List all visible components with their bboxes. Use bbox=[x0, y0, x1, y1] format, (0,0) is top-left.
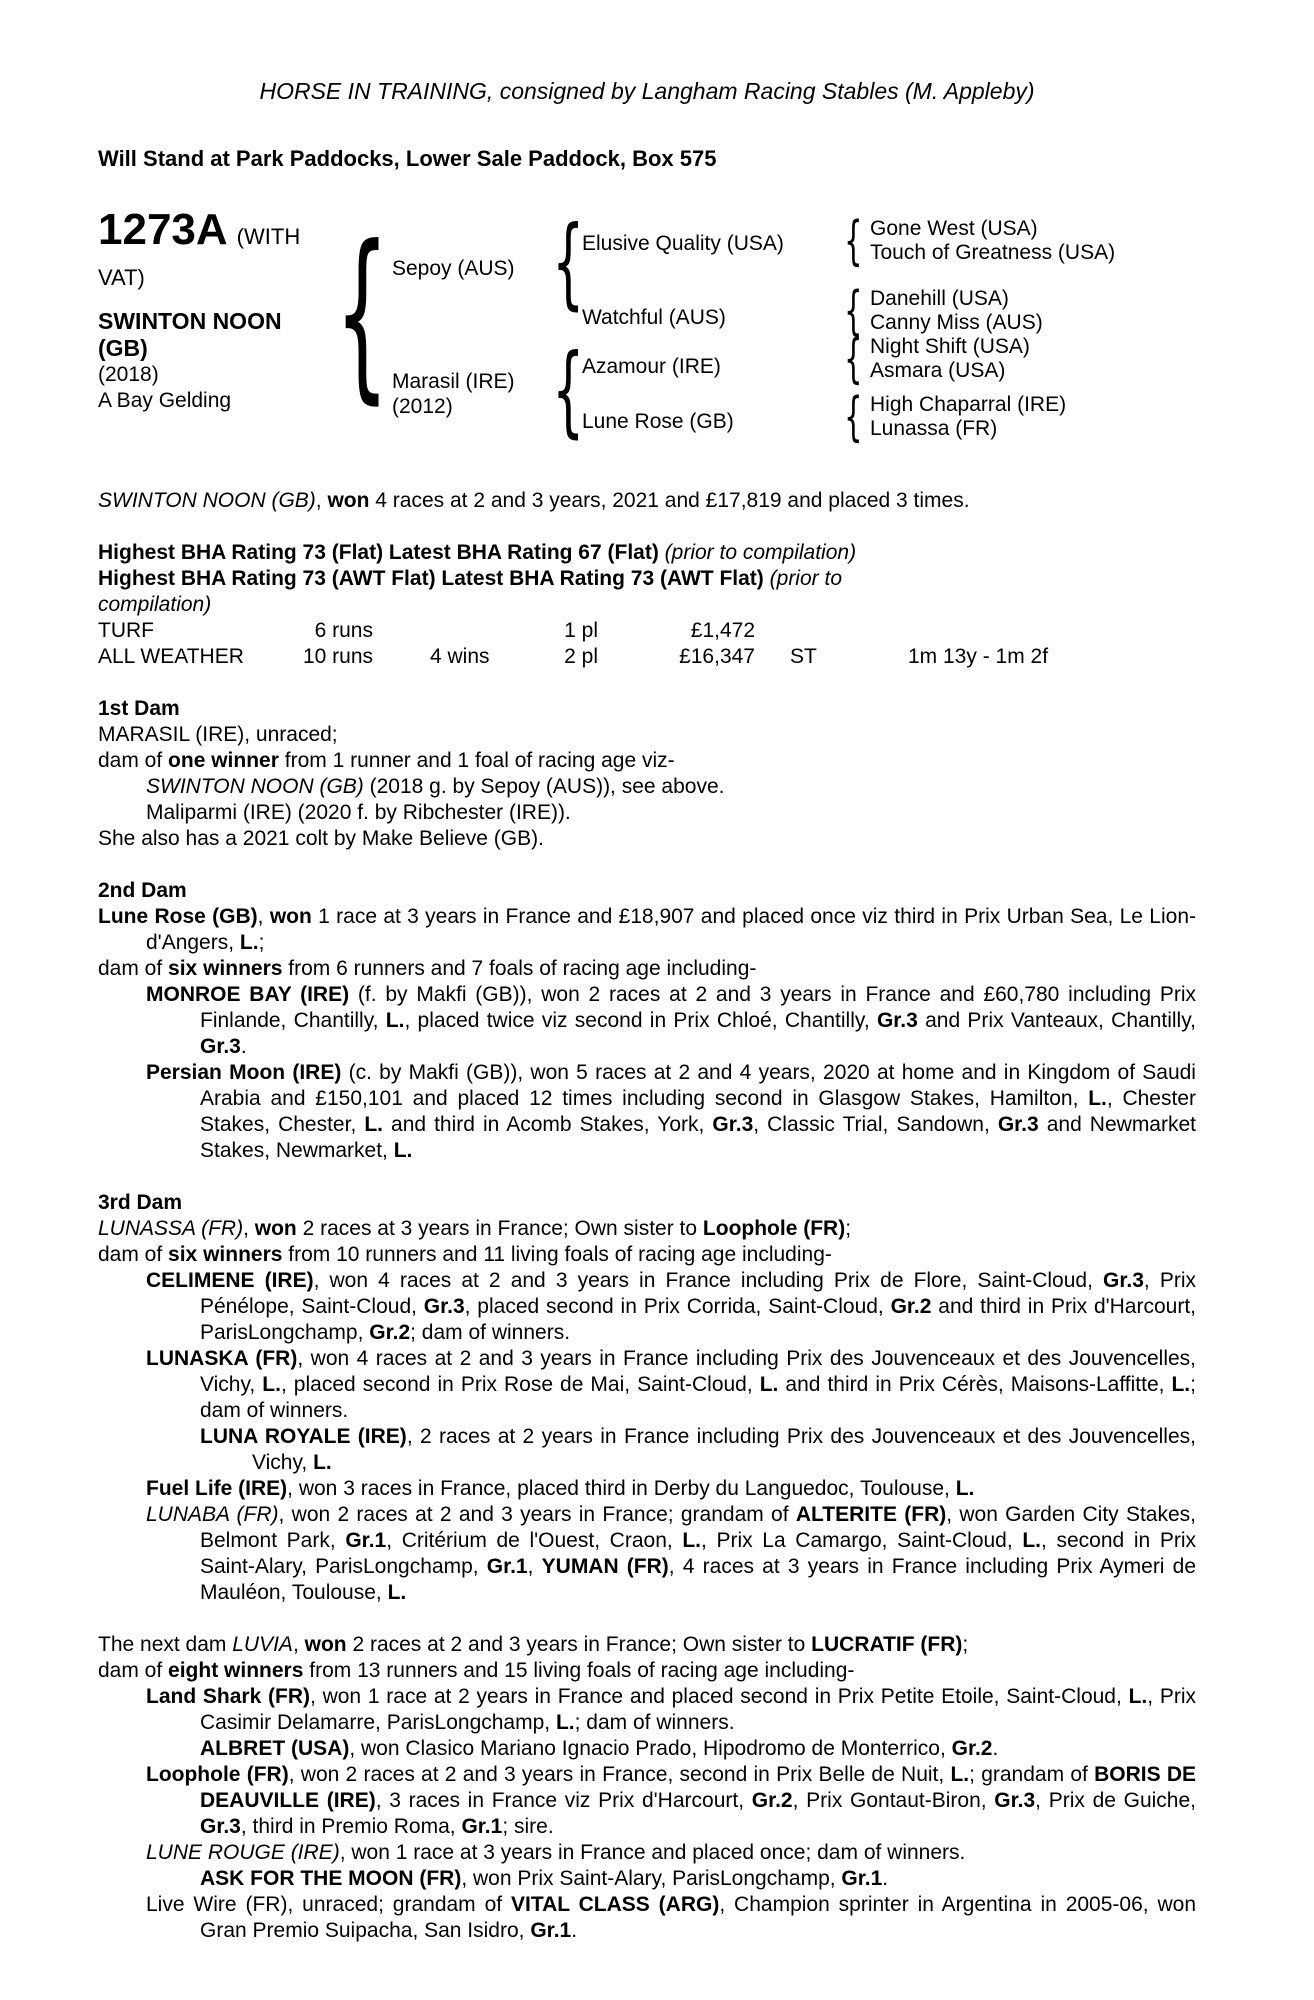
catalog-paragraph bbox=[98, 1658, 1196, 1684]
text-run: L. bbox=[1088, 1087, 1107, 1110]
catalog-paragraph bbox=[98, 748, 1196, 774]
dam-block bbox=[392, 369, 515, 419]
text-run: L. bbox=[313, 1451, 332, 1474]
text-run: LUNE ROUGE (IRE) bbox=[146, 1841, 340, 1864]
text-run: Gr.3 bbox=[997, 1113, 1039, 1136]
text-run: L. bbox=[682, 1529, 702, 1552]
dam-year: (2012) bbox=[392, 395, 453, 418]
next-dam-section bbox=[98, 1632, 1196, 1944]
text-run: from 1 runner and 1 foal of racing age viz- bbox=[278, 749, 675, 772]
text-run: Gr.3 bbox=[200, 1815, 241, 1838]
text-run: Gr.2 bbox=[890, 1295, 932, 1318]
text-run: compilation) bbox=[98, 593, 212, 616]
horse-name-suffix: (GB) bbox=[98, 335, 148, 361]
text-run: ; grandam of bbox=[969, 1763, 1095, 1786]
horse-name: SWINTON NOON bbox=[98, 308, 282, 334]
great-grandparents-pair bbox=[870, 287, 1043, 335]
text-run: six winners bbox=[168, 1243, 283, 1266]
text-run: 2 races at 2 and 3 years in France; Own sister to bbox=[346, 1633, 812, 1656]
text-run: Gr.3 bbox=[712, 1113, 754, 1136]
surface-cell: ALL WEATHER bbox=[98, 645, 244, 668]
text-run: from 6 runners and 7 foals of racing age including- bbox=[282, 957, 757, 980]
dam-name: Marasil (IRE) bbox=[392, 370, 515, 393]
text-run: , Prix La Camargo, Saint-Cloud, bbox=[701, 1529, 1023, 1552]
text-run: Loophole (FR) bbox=[146, 1763, 289, 1786]
text-run: one winner bbox=[168, 749, 279, 772]
pedigree-brace-icon: { bbox=[843, 386, 863, 448]
runs-cell: 10 runs bbox=[302, 645, 373, 668]
text-run: (2018 g. by Sepoy (AUS)), see above. bbox=[363, 775, 725, 798]
text-run: Gr.1 bbox=[461, 1815, 503, 1838]
consignor-title: HORSE IN TRAINING, consigned by Langham Racing Stables (M. Appleby) bbox=[259, 78, 1035, 104]
text-run: , won 2 races at 2 and 3 years in France, second in Prix Belle de Nuit, bbox=[288, 1763, 951, 1786]
text-run: Highest BHA Rating 73 (AWT Flat) Latest BHA Rating 73 (AWT Flat) bbox=[98, 567, 764, 590]
grandsire-name: Elusive Quality (USA) bbox=[582, 232, 784, 255]
great-grandparents-pair bbox=[870, 217, 1115, 265]
text-run: , placed twice viz second in Prix Chloé, Chantilly, bbox=[404, 1009, 877, 1032]
text-run: Fuel Life (IRE) bbox=[146, 1477, 288, 1500]
foaling-year: (2018) bbox=[98, 363, 159, 386]
catalog-paragraph bbox=[98, 1632, 1196, 1658]
text-run: LUVIA bbox=[232, 1633, 293, 1656]
text-run: . bbox=[571, 1919, 578, 1942]
text-run: Gr.2 bbox=[751, 1789, 793, 1812]
text-run: MARASIL (IRE), unraced; bbox=[98, 723, 338, 746]
text-run: , Classic Trial, Sandown, bbox=[753, 1113, 998, 1136]
text-run: VITAL CLASS (ARG) bbox=[510, 1893, 720, 1916]
text-run: ; dam of winners. bbox=[200, 1373, 1196, 1422]
text-run: ; sire. bbox=[502, 1815, 554, 1838]
ancestor-name: Asmara (USA) bbox=[870, 359, 1006, 382]
text-run: , bbox=[292, 1633, 305, 1656]
distance-cell: 1m 13y - 1m 2f bbox=[908, 645, 1049, 668]
surface-cell: TURF bbox=[98, 619, 154, 642]
catalog-paragraph bbox=[98, 1762, 1196, 1840]
text-run: Persian Moon (IRE) bbox=[146, 1061, 342, 1084]
dam-section-1 bbox=[98, 696, 1196, 852]
text-run: and third in Prix Cérès, Maisons-Laffitte, bbox=[778, 1373, 1172, 1396]
text-run: L. bbox=[262, 1373, 281, 1396]
text-run: , second in Prix Saint-Alary, ParisLongchamp, bbox=[200, 1529, 1196, 1578]
catalog-paragraph bbox=[98, 956, 1196, 982]
pedigree-brace-icon: { bbox=[551, 204, 585, 321]
text-run: (prior to bbox=[769, 567, 842, 590]
text-run: , Prix Pénélope, Saint-Cloud, bbox=[200, 1269, 1196, 1318]
text-run: ; bbox=[962, 1633, 969, 1656]
text-run: , placed second in Prix Rose de Mai, Saint-Cloud, bbox=[280, 1373, 760, 1396]
text-run: , third in Premio Roma, bbox=[240, 1815, 462, 1838]
catalog-paragraph bbox=[98, 1476, 1196, 1502]
vat-note-line1: (WITH bbox=[236, 224, 301, 249]
text-run: , won 4 races at 2 and 3 years in France including Prix de Flore, Saint-Cloud, bbox=[313, 1269, 1104, 1292]
text-run: , 3 races in France viz Prix d'Harcourt, bbox=[375, 1789, 752, 1812]
catalog-paragraph bbox=[98, 1216, 1196, 1242]
lot-block bbox=[98, 206, 300, 414]
text-run: LUNASKA (FR) bbox=[146, 1347, 298, 1370]
placed-cell: 1 pl bbox=[564, 619, 598, 642]
text-run: L. bbox=[385, 1009, 405, 1032]
catalog-paragraph bbox=[98, 1736, 1196, 1762]
wins-cell: 4 wins bbox=[430, 645, 490, 668]
text-run: dam of bbox=[98, 1659, 169, 1682]
text-run: LUNABA (FR) bbox=[146, 1503, 279, 1526]
catalog-paragraph bbox=[98, 1346, 1196, 1424]
text-run: ALTERITE (FR) bbox=[795, 1503, 947, 1526]
ancestor-name: High Chaparral (IRE) bbox=[870, 393, 1067, 416]
wins-cell bbox=[373, 618, 503, 644]
text-run: Maliparmi (IRE) (2020 f. by Ribchester (IRE)). bbox=[146, 801, 571, 824]
text-run: . bbox=[240, 1035, 247, 1058]
pedigree-brace-icon: { bbox=[334, 207, 390, 421]
dam-section-3 bbox=[98, 1190, 1196, 1606]
text-run: won bbox=[304, 1633, 347, 1656]
text-run: SWINTON NOON (GB) bbox=[98, 489, 316, 512]
pedigree-brace-icon: { bbox=[843, 280, 863, 342]
catalog-paragraph bbox=[98, 982, 1196, 1060]
vat-note-line2: VAT) bbox=[98, 265, 145, 290]
text-run: won bbox=[269, 905, 312, 928]
catalog-paragraph bbox=[98, 1502, 1196, 1606]
bha-rating-line bbox=[98, 566, 1196, 592]
text-run: Gr.2 bbox=[951, 1737, 993, 1760]
text-run: Gr.3 bbox=[423, 1295, 465, 1318]
table-row bbox=[98, 644, 1196, 670]
granddam-name: Lune Rose (GB) bbox=[582, 410, 734, 433]
catalog-paragraph bbox=[98, 904, 1196, 956]
text-run: 4 races at 2 and 3 years, 2021 and £17,819 and placed 3 times. bbox=[369, 489, 970, 512]
distance-cell bbox=[890, 618, 1196, 644]
text-run: won bbox=[254, 1217, 297, 1240]
runs-cell: 6 runs bbox=[314, 619, 373, 642]
catalog-paragraph bbox=[98, 1424, 1196, 1476]
text-run: , 4 races at 3 years in France including Prix Aymeri de Mauléon, Toulouse, bbox=[200, 1555, 1197, 1604]
text-run: YUMAN (FR) bbox=[541, 1555, 669, 1578]
ancestor-name: Lunassa (FR) bbox=[870, 417, 998, 440]
text-run: from 13 runners and 15 living foals of racing age including- bbox=[303, 1659, 855, 1682]
text-run: , 2 races at 2 years in France including Prix des Jouvenceaux et des Jouvencelles, Vichy, bbox=[252, 1425, 1196, 1474]
text-run: and Newmarket Stakes, Newmarket, bbox=[200, 1113, 1196, 1162]
text-run: ; bbox=[258, 931, 265, 954]
text-run: ; dam of winners. bbox=[574, 1711, 735, 1734]
stand-location-line: Will Stand at Park Paddocks, Lower Sale Paddock, Box 575 bbox=[98, 146, 717, 171]
text-run: (f. by Makfi (GB)), won 2 races at 2 and 3 years in France and £60,780 including Prix Finlande, Chantilly, bbox=[200, 983, 1196, 1032]
catalog-paragraph bbox=[98, 1242, 1196, 1268]
text-run: from 10 runners and 11 living foals of racing age including- bbox=[282, 1243, 832, 1266]
text-run: , Chester Stakes, Chester, bbox=[200, 1087, 1196, 1136]
pedigree-brace-icon: { bbox=[843, 328, 863, 390]
catalog-paragraph bbox=[98, 1268, 1196, 1346]
text-run: L. bbox=[1171, 1373, 1191, 1396]
bha-ratings bbox=[98, 540, 1196, 618]
text-run: L. bbox=[950, 1763, 970, 1786]
text-run: and third in Acomb Stakes, York, bbox=[382, 1113, 713, 1136]
text-run: MONROE BAY (IRE) bbox=[146, 983, 350, 1006]
text-run: 1 race at 3 years in France and £18,907 and placed once viz third in Prix Urban Sea, Le Lion-d'Angers, bbox=[146, 905, 1197, 954]
text-run: dam of bbox=[98, 957, 169, 980]
text-run: Gr.1 bbox=[345, 1529, 387, 1552]
text-run: L. bbox=[1022, 1529, 1042, 1552]
text-run: . bbox=[882, 1867, 889, 1890]
text-run: Gr.3 bbox=[876, 1009, 918, 1032]
text-run: L. bbox=[393, 1139, 413, 1162]
text-run: , Champion sprinter in Argentina in 2005-06, won Gran Premio Suipacha, San Isidro, bbox=[200, 1893, 1197, 1942]
text-run: , bbox=[527, 1555, 542, 1578]
text-run: L. bbox=[364, 1113, 383, 1136]
text-run: ; bbox=[845, 1217, 852, 1240]
text-run: won bbox=[327, 489, 370, 512]
text-run: CELIMENE (IRE) bbox=[146, 1269, 314, 1292]
horse-description: A Bay Gelding bbox=[98, 389, 232, 412]
text-run: dam of bbox=[98, 1243, 169, 1266]
text-run: and Prix Vanteaux, Chantilly, bbox=[917, 1009, 1196, 1032]
ancestor-name: Touch of Greatness (USA) bbox=[870, 241, 1116, 264]
earnings-cell: £16,347 bbox=[679, 645, 755, 668]
text-run: (c. by Makfi (GB)), won 5 races at 2 and 4 years, 2020 at home and in Kingdom of Saudi Arabia and £150,101 and placed 12 times including second in Glasgow Stakes, Hamilton, bbox=[200, 1061, 1196, 1110]
catalog-paragraph bbox=[98, 1866, 1196, 1892]
catalog-paragraph bbox=[98, 774, 1196, 800]
bha-rating-line bbox=[98, 592, 1196, 618]
race-statistics-table bbox=[98, 618, 1196, 670]
text-run: Gr.2 bbox=[369, 1321, 411, 1344]
text-run: and third in Prix d'Harcourt, ParisLongchamp, bbox=[200, 1295, 1196, 1344]
text-run: , Prix Gontaut-Biron, bbox=[792, 1789, 995, 1812]
text-run: , Prix Casimir Delamarre, ParisLongchamp, bbox=[200, 1685, 1196, 1734]
text-run: , won 2 races at 2 and 3 years in France; grandam of bbox=[278, 1503, 796, 1526]
table-row bbox=[98, 618, 1196, 644]
text-run: L. bbox=[239, 931, 259, 954]
text-run: 2 races at 3 years in France; Own sister to bbox=[296, 1217, 703, 1240]
text-run: dam of bbox=[98, 749, 169, 772]
text-run: (prior to compilation) bbox=[664, 541, 857, 564]
text-run: L. bbox=[387, 1581, 407, 1604]
section-heading: 1st Dam bbox=[98, 697, 180, 720]
section-heading: 3rd Dam bbox=[98, 1191, 183, 1214]
text-run: eight winners bbox=[168, 1659, 304, 1682]
ancestor-name: Night Shift (USA) bbox=[870, 335, 1030, 358]
text-run: Gr.1 bbox=[486, 1555, 528, 1578]
ancestor-name: Canny Miss (AUS) bbox=[870, 311, 1043, 334]
text-run: LUNA ROYALE (IRE) bbox=[200, 1425, 407, 1448]
ancestor-name: Gone West (USA) bbox=[870, 217, 1038, 240]
text-run: . bbox=[992, 1737, 999, 1760]
text-run: L. bbox=[955, 1477, 975, 1500]
text-run: Land Shark (FR) bbox=[146, 1685, 310, 1708]
pedigree-brace-icon: { bbox=[551, 332, 585, 449]
section-heading: 2nd Dam bbox=[98, 879, 187, 902]
stakes-cell bbox=[755, 618, 890, 644]
granddam-name: Watchful (AUS) bbox=[582, 306, 726, 329]
stakes-cell: ST bbox=[790, 645, 817, 668]
text-run: L. bbox=[555, 1711, 575, 1734]
text-run: Loophole (FR) bbox=[702, 1217, 846, 1240]
text-run: She also has a 2021 colt by Make Believe (GB). bbox=[98, 827, 544, 850]
text-run: , won 3 races in France, placed third in Derby du Languedoc, Toulouse, bbox=[287, 1477, 956, 1500]
text-run: The next dam bbox=[98, 1633, 233, 1656]
text-run: BORIS DE DEAUVILLE (IRE) bbox=[200, 1763, 1196, 1812]
text-run: Lune Rose (GB) bbox=[98, 905, 258, 928]
text-run: ALBRET (USA) bbox=[200, 1737, 350, 1760]
text-run: , won 4 races at 2 and 3 years in France including Prix des Jouvenceaux et des Jouvencelles, Vichy, bbox=[200, 1347, 1196, 1396]
text-run: LUCRATIF (FR) bbox=[811, 1633, 963, 1656]
catalog-paragraph bbox=[98, 826, 1196, 852]
text-run: Live Wire (FR), unraced; grandam of bbox=[146, 1893, 511, 1916]
bha-rating-line bbox=[98, 540, 1196, 566]
catalog-paragraph bbox=[98, 1892, 1196, 1944]
ancestor-name: Danehill (USA) bbox=[870, 287, 1009, 310]
text-run: Gr.1 bbox=[530, 1919, 572, 1942]
text-run: Gr.1 bbox=[841, 1867, 883, 1890]
text-run: , bbox=[315, 489, 328, 512]
text-run: ASK FOR THE MOON (FR) bbox=[200, 1867, 462, 1890]
earnings-cell: £1,472 bbox=[690, 619, 755, 642]
text-run: six winners bbox=[168, 957, 283, 980]
text-run: , bbox=[257, 905, 270, 928]
sire-name: Sepoy (AUS) bbox=[392, 257, 515, 280]
text-run: Gr.3 bbox=[1103, 1269, 1144, 1292]
text-run: , Critérium de l'Ouest, Craon, bbox=[386, 1529, 683, 1552]
text-run: ; dam of winners. bbox=[410, 1321, 571, 1344]
text-run: Gr.3 bbox=[200, 1035, 241, 1058]
great-grandparents-pair bbox=[870, 393, 1066, 441]
text-run: , won 1 race at 3 years in France and placed once; dam of winners. bbox=[339, 1841, 966, 1864]
dam-section-2 bbox=[98, 878, 1196, 1164]
pedigree-brace-icon: { bbox=[843, 210, 863, 272]
text-run: , bbox=[243, 1217, 255, 1240]
race-summary bbox=[98, 488, 1196, 514]
catalog-paragraph bbox=[98, 1684, 1196, 1736]
grandsire-name: Azamour (IRE) bbox=[582, 355, 721, 378]
text-run: , won Garden City Stakes, Belmont Park, bbox=[200, 1503, 1196, 1552]
text-run: , won 1 race at 2 years in France and placed second in Prix Petite Etoile, Saint-Cloud, bbox=[310, 1685, 1129, 1708]
catalog-paragraph bbox=[98, 1840, 1196, 1866]
text-run: , won Prix Saint-Alary, ParisLongchamp, bbox=[461, 1867, 842, 1890]
lot-number: 1273A bbox=[98, 205, 228, 254]
placed-cell: 2 pl bbox=[564, 645, 598, 668]
text-run: Highest BHA Rating 73 (Flat) Latest BHA Rating 67 (Flat) bbox=[98, 541, 659, 564]
text-run: , won Clasico Mariano Ignacio Prado, Hipodromo de Monterrico, bbox=[349, 1737, 952, 1760]
text-run: LUNASSA (FR) bbox=[98, 1217, 244, 1240]
pedigree-table bbox=[98, 206, 1196, 458]
text-run: Gr.3 bbox=[994, 1789, 1036, 1812]
text-run: L. bbox=[759, 1373, 779, 1396]
catalog-paragraph bbox=[98, 1060, 1196, 1164]
great-grandparents-pair bbox=[870, 335, 1030, 383]
catalog-paragraph bbox=[98, 800, 1196, 826]
text-run: L. bbox=[1128, 1685, 1148, 1708]
text-run: , placed second in Prix Corrida, Saint-Cloud, bbox=[464, 1295, 891, 1318]
text-run: , Prix de Guiche, bbox=[1035, 1789, 1196, 1812]
text-run: SWINTON NOON (GB) bbox=[146, 775, 364, 798]
catalog-paragraph bbox=[98, 722, 1196, 748]
